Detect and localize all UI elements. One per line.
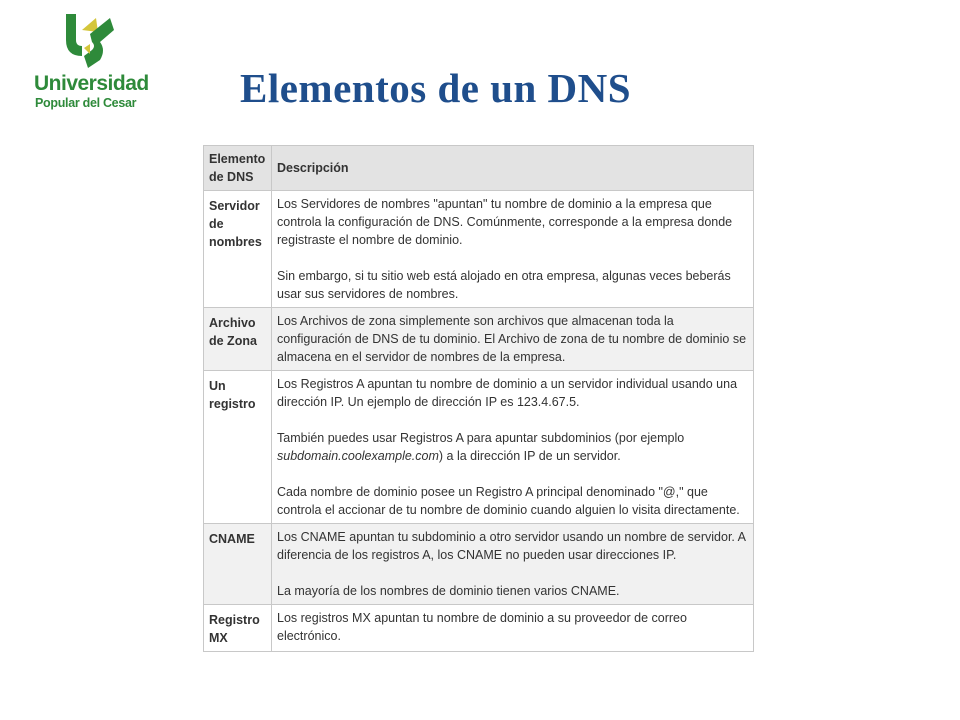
description-cell	[272, 524, 754, 605]
description-paragraph: Los Servidores de nombres "apuntan" tu nombre de dominio a la empresa que controla la configuración de DNS. Comúnmente, corresponde a la empresa donde registraste el nombre de dominio.	[277, 197, 733, 247]
university-logo	[34, 10, 149, 110]
text-run: También puedes usar Registros A para apuntar subdominios (por ejemplo	[277, 431, 685, 445]
term-cell: CNAME	[204, 524, 272, 605]
header-term: Elemento de DNS	[204, 146, 272, 191]
description-cell	[272, 191, 754, 308]
dns-elements-table	[203, 145, 754, 652]
description-paragraph: Los Registros A apuntan tu nombre de dominio a un servidor individual usando una dirección IP. Un ejemplo de dirección IP es 123.4.67.5.	[277, 377, 738, 409]
header-description: Descripción	[272, 146, 754, 191]
table-row	[204, 605, 754, 652]
page-title: Elementos de un DNS	[240, 65, 632, 111]
description-paragraph: Los Archivos de zona simplemente son archivos que almacenan toda la configuración de DNS de tu dominio. El Archivo de zona de tu nombre de dominio se almacena en el servidor de nombres de la empresa.	[277, 314, 747, 364]
description-paragraph: Los CNAME apuntan tu subdominio a otro servidor usando un nombre de servidor. A diferencia de los registros A, los CNAME no pueden usar direcciones IP.	[277, 530, 746, 562]
term-cell: Servidor de nombres	[204, 191, 272, 308]
table-header-row	[204, 146, 754, 191]
description-paragraph: Los registros MX apuntan tu nombre de dominio a su proveedor de correo electrónico.	[277, 611, 687, 643]
table-row	[204, 371, 754, 524]
logo-name-line2: Popular del Cesar	[35, 96, 137, 110]
text-run: ) a la dirección IP de un servidor.	[438, 449, 621, 463]
logo-name-line1: Universidad	[34, 72, 149, 95]
example-subdomain: subdomain.coolexample.com	[277, 449, 439, 463]
description-cell	[272, 605, 754, 652]
description-paragraph: La mayoría de los nombres de dominio tienen varios CNAME.	[277, 584, 620, 598]
term-cell: Un registro	[204, 371, 272, 524]
table-row	[204, 191, 754, 308]
description-paragraph	[277, 429, 748, 465]
description-paragraph: Sin embargo, si tu sitio web está alojado en otra empresa, algunas veces beberás usar sus servidores de nombres.	[277, 269, 731, 301]
term-cell: Registro MX	[204, 605, 272, 652]
table-row	[204, 308, 754, 371]
description-cell	[272, 371, 754, 524]
term-cell: Archivo de Zona	[204, 308, 272, 371]
description-paragraph: Cada nombre de dominio posee un Registro A principal denominado "@," que controla el accionar de tu nombre de dominio cuando alguien lo visita directamente.	[277, 485, 740, 517]
upc-emblem-icon	[60, 10, 120, 70]
description-cell	[272, 308, 754, 371]
table-row	[204, 524, 754, 605]
